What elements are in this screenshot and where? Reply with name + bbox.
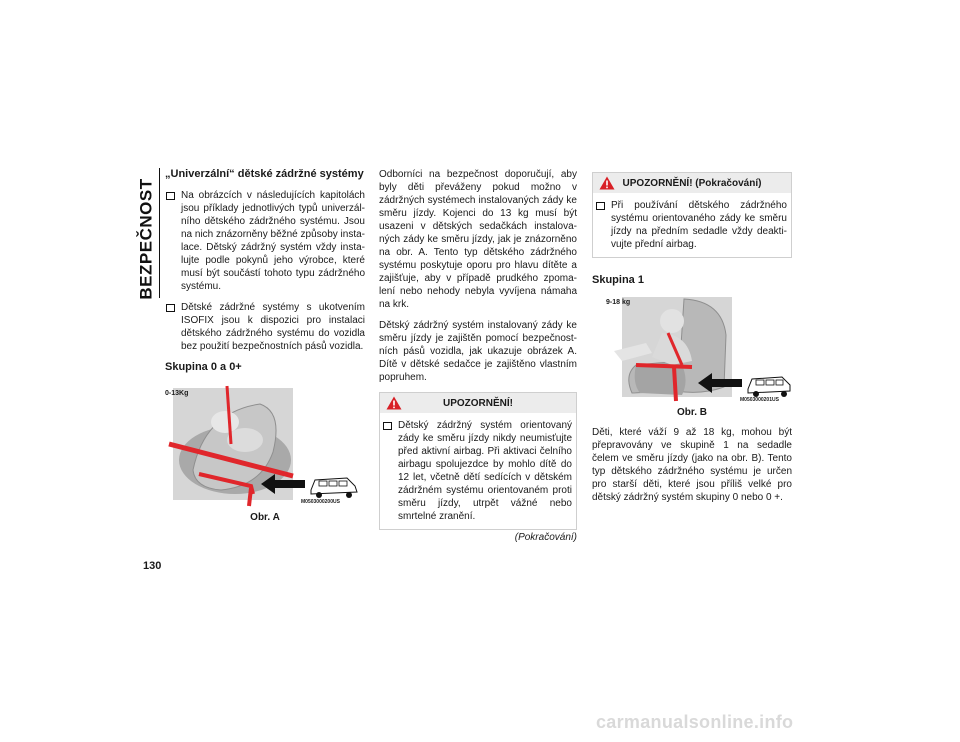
square-bullet-icon xyxy=(166,192,175,200)
list-item-text: Na obrázcích v následujících kapitolách jsou příklady jednotlivých typů univerzál-ního dětského zádržného systému. Jsou na nich znázorněny běžné způsoby insta-lace. Dětský zádržný systém vždy insta-lujte podle pokynů jeho výrobce, které musí být součástí tohoto typu zádržného systému. xyxy=(181,190,366,293)
warning-title: UPOZORNĚNÍ! xyxy=(443,397,513,409)
warning-title: UPOZORNĚNÍ! (Pokračování) xyxy=(622,177,762,189)
warning-triangle-icon xyxy=(386,396,402,410)
weight-label: 9-18 kg xyxy=(606,299,631,307)
figure-code: M0503000200US xyxy=(301,499,340,506)
forward-facing-seat-illustration xyxy=(592,295,792,405)
section-heading: „Univerzální“ dětské zádržné systémy xyxy=(165,168,364,180)
watermark: carmanualsonline.info xyxy=(596,712,794,732)
figure-code: M0503000201US xyxy=(740,397,779,404)
figure-b xyxy=(592,295,792,405)
warning-box xyxy=(379,392,577,530)
warning-box-continued xyxy=(592,172,792,258)
warning-header xyxy=(380,393,576,413)
section-tab-label: BEZPEČNOST xyxy=(137,178,156,300)
list-item xyxy=(382,419,572,523)
rear-facing-seat-illustration xyxy=(165,382,365,510)
warning-text: Dětský zádržný systém orientovaný zády ke směru jízdy nikdy neumisťujte před aktivní airbag. Při aktivaci čelního airbagu spolujezdce by mohlo dítě do 12 let, včetně dětí sedících v dětském zádržném systému orientovaném proti směru jízdy, utrpět vážné nebo smrtelné zranění. xyxy=(398,420,572,522)
list-item xyxy=(595,199,787,251)
section-divider xyxy=(159,168,160,298)
paragraph: Odborníci na bezpečnost doporučují, aby byly děti převáženy pokud možno v zádržných systémech instalovaných zády ke směru jízdy. Kojenci do 13 kg musí být usazeni v dětských sedačkách instalova-ných zády ke směru jízdy, jak je znázorněno na obr. A. Tento typ dětského zádržného systému poskytuje oporu pro hlavu dítěte a zajišťuje, aby v případě prudkého zpoma-lení nebo nehody nebyla vyvíjena námaha na krk. xyxy=(379,169,577,310)
figure-a xyxy=(165,382,365,510)
square-bullet-icon xyxy=(383,422,392,430)
paragraph: Děti, které váží 9 až 18 kg, mohou být přepravovány ve skupině 1 na sedadle čelem ve směru jízdy (jako na obr. B). Tento typ dětského zádržného systému je určen pro starší děti, které jsou příliš velké pro dětský zádržný systém skupiny 0 nebo 0 +. xyxy=(592,427,792,504)
list-item xyxy=(165,189,365,293)
warning-body xyxy=(593,193,791,257)
warning-header xyxy=(593,173,791,193)
weight-label: 0-13Kg xyxy=(165,390,189,398)
figure-caption: Obr. B xyxy=(676,407,707,419)
paragraph: Dětský zádržný systém instalovaný zády ke směru jízdy je zajištěn pomocí bezpečnost-ních pásů vozidla, jak ukazuje obrázek A. Dítě v dětské sedačce je zajištěno vlastním popruhem. xyxy=(379,320,577,383)
list-item-text: Dětské zádržné systémy s ukotvením ISOFIX jsou k dispozici pro instalaci dětského zádržného systému do vozidla bez použití bezpečnostních pásů vozidla. xyxy=(181,302,365,353)
warning-text: Při používání dětského zádržného systému orientovaného zády ke směru jízdy na předním sedadle vždy deakti-vujte přední airbag. xyxy=(611,200,787,250)
list-item xyxy=(165,301,365,353)
subheading: Skupina 1 xyxy=(592,274,644,286)
section-tab xyxy=(137,176,157,302)
warning-triangle-icon xyxy=(599,176,615,190)
column-2 xyxy=(379,168,577,543)
column-1 xyxy=(165,168,365,531)
square-bullet-icon xyxy=(166,304,175,312)
square-bullet-icon xyxy=(596,202,605,210)
figure-caption: Obr. A xyxy=(250,512,280,524)
subheading: Skupina 0 a 0+ xyxy=(165,361,242,374)
column-3 xyxy=(592,168,792,512)
page-number: 130 xyxy=(143,560,162,572)
continued-note: (Pokračování) xyxy=(514,532,577,543)
warning-body xyxy=(380,413,576,529)
